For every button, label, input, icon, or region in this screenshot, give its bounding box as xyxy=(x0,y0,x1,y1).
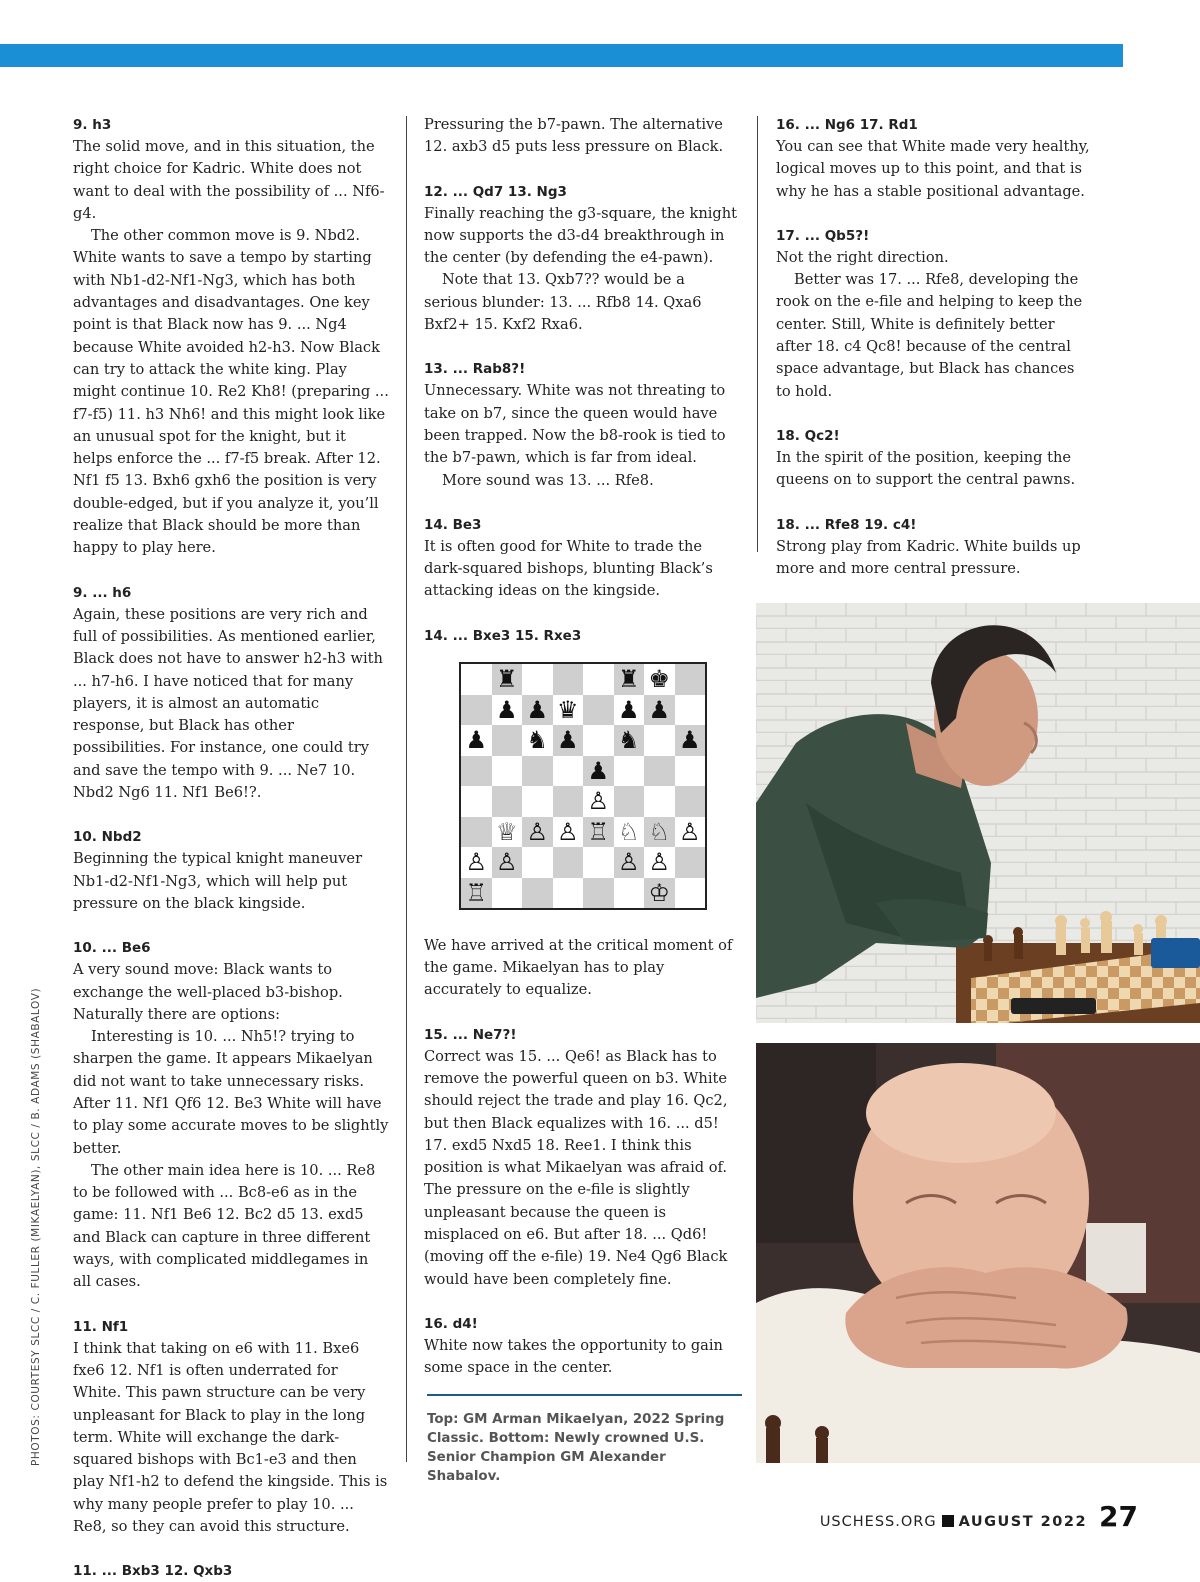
page-footer xyxy=(820,1500,1138,1533)
chess-piece-square: ♕ xyxy=(492,817,523,848)
chess-piece-square: ♜ xyxy=(492,664,523,695)
chess-piece-square: ♙ xyxy=(614,847,645,878)
move-heading: 14. ... Bxe3 15. Rxe3 xyxy=(424,627,582,644)
chess-square xyxy=(583,847,614,878)
photo-credit: PHOTOS: COURTESY SLCC / C. FULLER (MIKAELYAN), SLCC / B. ADAMS (SHABALOV) xyxy=(30,987,42,1466)
chess-piece-square: ♘ xyxy=(644,817,675,848)
paragraph: In the spirit of the position, keeping the queens on to support the central pawns. xyxy=(776,448,1076,489)
chess-square xyxy=(614,756,645,787)
paragraph: Strong play from Kadric. White builds up more and more central pressure. xyxy=(776,537,1081,577)
chess-piece-square: ♙ xyxy=(522,817,553,848)
chess-piece-square: ♛ xyxy=(553,695,584,726)
move-heading: 9. h3 xyxy=(73,117,112,133)
paragraph: The solid move, and in this situation, the right choice for Kadric. White does not want to deal with the possibility of ... Nf6-g4. xyxy=(73,138,385,222)
move-heading: 17. ... Qb5?! xyxy=(776,227,870,244)
chess-square xyxy=(461,786,492,817)
chess-piece-square: ♙ xyxy=(492,847,523,878)
chess-diagram xyxy=(459,662,707,910)
chess-square xyxy=(583,695,614,726)
chess-square xyxy=(675,878,706,909)
column-divider xyxy=(757,116,758,552)
chess-square xyxy=(522,664,553,695)
chess-square xyxy=(583,664,614,695)
chess-square xyxy=(522,878,553,909)
chess-square xyxy=(553,878,584,909)
chess-square xyxy=(644,756,675,787)
chess-square xyxy=(522,786,553,817)
chess-square xyxy=(553,847,584,878)
chess-piece-square: ♟ xyxy=(583,756,614,787)
chess-piece-square: ♞ xyxy=(614,725,645,756)
column-3 xyxy=(776,114,1092,580)
move-heading: 11. ... Bxb3 12. Qxb3 xyxy=(73,1563,233,1580)
chess-square xyxy=(461,817,492,848)
photo-mikaelyan xyxy=(756,603,1200,1023)
paragraph: Interesting is 10. ... Nh5!? trying to sharpen the game. It appears Mikaelyan did not want to take unnecessary risks. After 11. Nf1 Qf6 12. Be3 White will have to play some accurate moves to be slightly better. xyxy=(73,1028,389,1157)
move-heading: 10. ... Be6 xyxy=(73,940,151,957)
move-heading: 11. Nf1 xyxy=(73,1318,129,1335)
paragraph: The other main idea here is 10. ... Re8 to be followed with ... Bc8-e6 as in the game: 11. Nf1 Be6 12. Bc2 d5 13. exd5 and Black can capture in three different ways, with complicated middlegames in all cases. xyxy=(73,1161,376,1291)
paragraph: Not the right direction. xyxy=(776,248,949,266)
chess-square xyxy=(675,756,706,787)
chess-piece-square: ♙ xyxy=(675,817,706,848)
move-heading: 16. ... Ng6 17. Rd1 xyxy=(776,117,918,133)
chess-square xyxy=(461,756,492,787)
move-heading: 16. d4! xyxy=(424,1315,478,1332)
chess-square xyxy=(522,847,553,878)
chess-piece-square: ♟ xyxy=(553,725,584,756)
footer-site: USCHESS.ORG xyxy=(819,1514,937,1530)
chess-square xyxy=(675,664,706,695)
chess-square xyxy=(675,847,706,878)
column-divider xyxy=(406,116,407,1462)
move-heading: 18. ... Rfe8 19. c4! xyxy=(776,516,917,533)
chess-piece-square: ♙ xyxy=(461,847,492,878)
move-heading: 12. ... Qd7 13. Ng3 xyxy=(424,183,567,200)
column-1 xyxy=(73,114,389,1582)
chess-square xyxy=(492,878,523,909)
chess-square xyxy=(553,786,584,817)
chess-square xyxy=(644,725,675,756)
chess-square xyxy=(583,878,614,909)
move-heading: 15. ... Ne7?! xyxy=(424,1026,517,1043)
paragraph: You can see that White made very healthy, logical moves up to this point, and that is why he has a stable positional advantage. xyxy=(776,138,1090,200)
chess-square xyxy=(492,756,523,787)
chess-piece-square: ♙ xyxy=(583,786,614,817)
paragraph: The other common move is 9. Nbd2. White wants to save a tempo by starting with Nb1-d2-Nf1-Ng3, which has both advantages and disadvantages. One key point is that Black now has 9. ... Ng4 because White avoided h2-h3. Now Black can try to attack the white king. Play might continue 10. Re2 Kh8! (preparing ... f7-f5) 11. h3 Nh6! and this might look like an unusual spot for the knight, but it helps enforce the ... f7-f5 break. After 12. Nf1 f5 13. Bxh6 gxh6 the position is very double-edged, but if you analyze it, you’ll realize that Black should be more than happy to play here. xyxy=(73,227,389,557)
paragraph: More sound was 13. ... Rfe8. xyxy=(442,471,654,489)
paragraph: Correct was 15. ... Qe6! as Black has to remove the powerful queen on b3. White should reject the trade and play 16. Qc2, but then Black equalizes with 16. ... d5! 17. exd5 Nxd5 18. Ree1. I think this position is what Mikaelyan was afraid of. The pressure on the e-file is slightly unpleasant because the queen is misplaced on e6. But after 18. ... Qd6! (moving off the e-file) 19. Ne4 Qg6 Black would have been completely fine. xyxy=(424,1047,728,1288)
paragraph: Again, these positions are very rich and full of possibilities. As mentioned earlier, Black does not have to answer h2-h3 with ... h7-h6. I have noticed that for many players, it is almost an automatic response, but Black has other possibilities. For instance, one could try and save the tempo with 9. ... Ne7 10. Nbd2 Ng6 11. Nf1 Be6!?. xyxy=(73,605,383,802)
chess-piece-square: ♙ xyxy=(644,847,675,878)
chess-piece-square: ♖ xyxy=(461,878,492,909)
chess-piece-square: ♟ xyxy=(492,695,523,726)
paragraph: Finally reaching the g3-square, the knight now supports the d3-d4 breakthrough in the center (by defending the e4-pawn). xyxy=(424,204,738,267)
chess-piece-square: ♟ xyxy=(675,725,706,756)
square-icon xyxy=(942,1515,954,1527)
paragraph: White now takes the opportunity to gain some space in the center. xyxy=(424,1336,723,1377)
photo-caption: Top: GM Arman Mikaelyan, 2022 Spring Classic. Bottom: Newly crowned U.S. Senior Champion GM Alexander Shabalov. xyxy=(427,1412,725,1484)
move-heading: 13. ... Rab8?! xyxy=(424,361,526,378)
move-heading: 9. ... h6 xyxy=(73,584,132,601)
move-heading: 14. Be3 xyxy=(424,516,482,533)
move-heading: 18. Qc2! xyxy=(776,427,840,444)
chess-square xyxy=(492,725,523,756)
paragraph: Better was 17. ... Rfe8, developing the rook on the e-file and helping to keep the center. Still, White is definitely better after 18. c4 Qc8! because of the central space advantage, but Black has chances to hold. xyxy=(776,271,1083,400)
chess-square xyxy=(614,786,645,817)
chess-square xyxy=(675,786,706,817)
chess-piece-square: ♟ xyxy=(522,695,553,726)
paragraph: Beginning the typical knight maneuver Nb1-d2-Nf1-Ng3, which will help put pressure on the black kingside. xyxy=(73,850,363,912)
caption-divider xyxy=(427,1394,742,1396)
paragraph: A very sound move: Black wants to exchange the well-placed b3-bishop. Naturally there are options: xyxy=(73,961,343,1023)
chess-square xyxy=(675,695,706,726)
chess-piece-square: ♟ xyxy=(614,695,645,726)
chess-square xyxy=(553,664,584,695)
photo-shabalov xyxy=(756,1043,1200,1463)
paragraph: We have arrived at the critical moment of the game. Mikaelyan has to play accurately to equalize. xyxy=(424,936,733,999)
chess-square xyxy=(461,695,492,726)
chess-piece-square: ♞ xyxy=(522,725,553,756)
paragraph: Unnecessary. White was not threating to take on b7, since the queen would have been trapped. Now the b8-rook is tied to the b7-pawn, which is far from ideal. xyxy=(424,382,726,467)
footer-issue: AUGUST 2022 xyxy=(958,1514,1088,1530)
chess-piece-square: ♔ xyxy=(644,878,675,909)
chess-piece-square: ♚ xyxy=(644,664,675,695)
chess-piece-square: ♟ xyxy=(461,725,492,756)
chess-piece-square: ♜ xyxy=(614,664,645,695)
chess-square xyxy=(583,725,614,756)
top-accent-bar xyxy=(0,44,1123,67)
chess-square xyxy=(553,756,584,787)
chess-piece-square: ♟ xyxy=(644,695,675,726)
move-heading: 10. Nbd2 xyxy=(73,829,142,846)
paragraph: Note that 13. Qxb7?? would be a serious blunder: 13. ... Rfb8 14. Qxa6 Bxf2+ 15. Kxf2 Rxa6. xyxy=(424,271,702,334)
chess-square xyxy=(614,878,645,909)
paragraph: I think that taking on e6 with 11. Bxe6 fxe6 12. Nf1 is often underrated for White. This pawn structure can be very unpleasant for Black to play in the long term. White will exchange the dark-squared bishops with Bc1-e3 and then play Nf1-h2 to defend the kingside. This is why many people prefer to play 10. ... Re8, so they can avoid this structure. xyxy=(73,1339,388,1536)
page-number: 27 xyxy=(1099,1500,1138,1533)
chess-piece-square: ♖ xyxy=(583,817,614,848)
chess-square xyxy=(644,786,675,817)
chess-square xyxy=(461,664,492,695)
chess-square xyxy=(492,786,523,817)
chess-piece-square: ♘ xyxy=(614,817,645,848)
paragraph: Pressuring the b7-pawn. The alternative 12. axb3 d5 puts less pressure on Black. xyxy=(424,116,724,156)
chess-piece-square: ♙ xyxy=(553,817,584,848)
paragraph: It is often good for White to trade the dark-squared bishops, blunting Black’s attacking ideas on the kingside. xyxy=(424,537,713,600)
chess-square xyxy=(522,756,553,787)
